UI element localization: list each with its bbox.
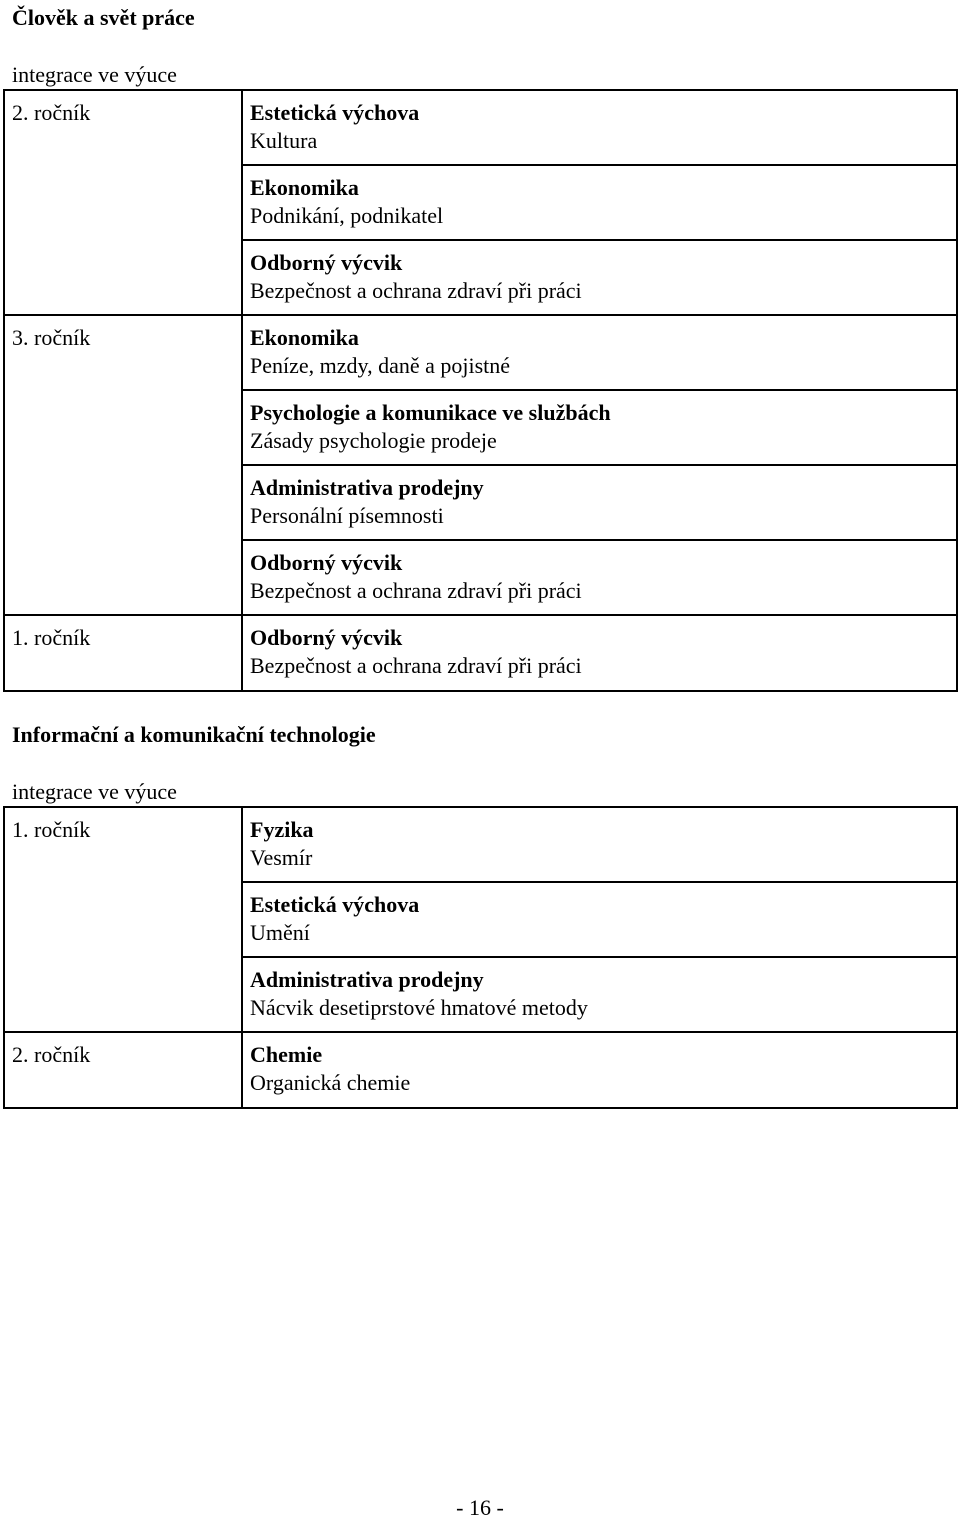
topic-name: Organická chemie xyxy=(250,1070,411,1095)
row-divider xyxy=(241,539,958,541)
section2-subtitle: integrace ve výuce xyxy=(12,779,177,804)
year-label: 2. ročník xyxy=(12,100,91,125)
topic-name: Peníze, mzdy, daně a pojistné xyxy=(250,353,511,378)
subject-name: Odborný výcvik xyxy=(250,250,403,275)
topic-name: Vesmír xyxy=(250,845,313,870)
subject-name: Ekonomika xyxy=(250,175,359,200)
year-label: 1. ročník xyxy=(12,817,91,842)
year-label: 3. ročník xyxy=(12,325,91,350)
subject-name: Ekonomika xyxy=(250,325,359,350)
row-divider xyxy=(241,239,958,241)
section2-title: Informační a komunikační technologie xyxy=(12,722,376,747)
year-label: 2. ročník xyxy=(12,1042,91,1067)
topic-name: Podnikání, podnikatel xyxy=(250,203,444,228)
topic-name: Personální písemnosti xyxy=(250,503,444,528)
topic-name: Bezpečnost a ochrana zdraví při práci xyxy=(250,578,582,603)
section1-title: Člověk a svět práce xyxy=(12,5,195,30)
group-divider xyxy=(3,1031,958,1033)
topic-name: Umění xyxy=(250,920,310,945)
subject-name: Odborný výcvik xyxy=(250,550,403,575)
subject-name: Psychologie a komunikace ve službách xyxy=(250,400,611,425)
group-divider xyxy=(3,614,958,616)
row-divider xyxy=(241,956,958,958)
topic-name: Kultura xyxy=(250,128,318,153)
year-label: 1. ročník xyxy=(12,625,91,650)
section1-subtitle: integrace ve výuce xyxy=(12,62,177,87)
subject-name: Estetická výchova xyxy=(250,100,420,125)
subject-name: Odborný výcvik xyxy=(250,625,403,650)
subject-name: Fyzika xyxy=(250,817,314,842)
row-divider xyxy=(241,881,958,883)
subject-name: Estetická výchova xyxy=(250,892,420,917)
row-divider xyxy=(241,389,958,391)
topic-name: Bezpečnost a ochrana zdraví při práci xyxy=(250,278,582,303)
subject-name: Administrativa prodejny xyxy=(250,967,484,992)
topic-name: Bezpečnost a ochrana zdraví při práci xyxy=(250,653,582,678)
subject-name: Administrativa prodejny xyxy=(250,475,484,500)
subject-name: Chemie xyxy=(250,1042,323,1067)
topic-name: Nácvik desetiprstové hmatové metody xyxy=(250,995,588,1020)
row-divider xyxy=(241,164,958,166)
group-divider xyxy=(3,314,958,316)
topic-name: Zásady psychologie prodeje xyxy=(250,428,497,453)
page-number: - 16 - xyxy=(456,1495,504,1520)
row-divider xyxy=(241,464,958,466)
